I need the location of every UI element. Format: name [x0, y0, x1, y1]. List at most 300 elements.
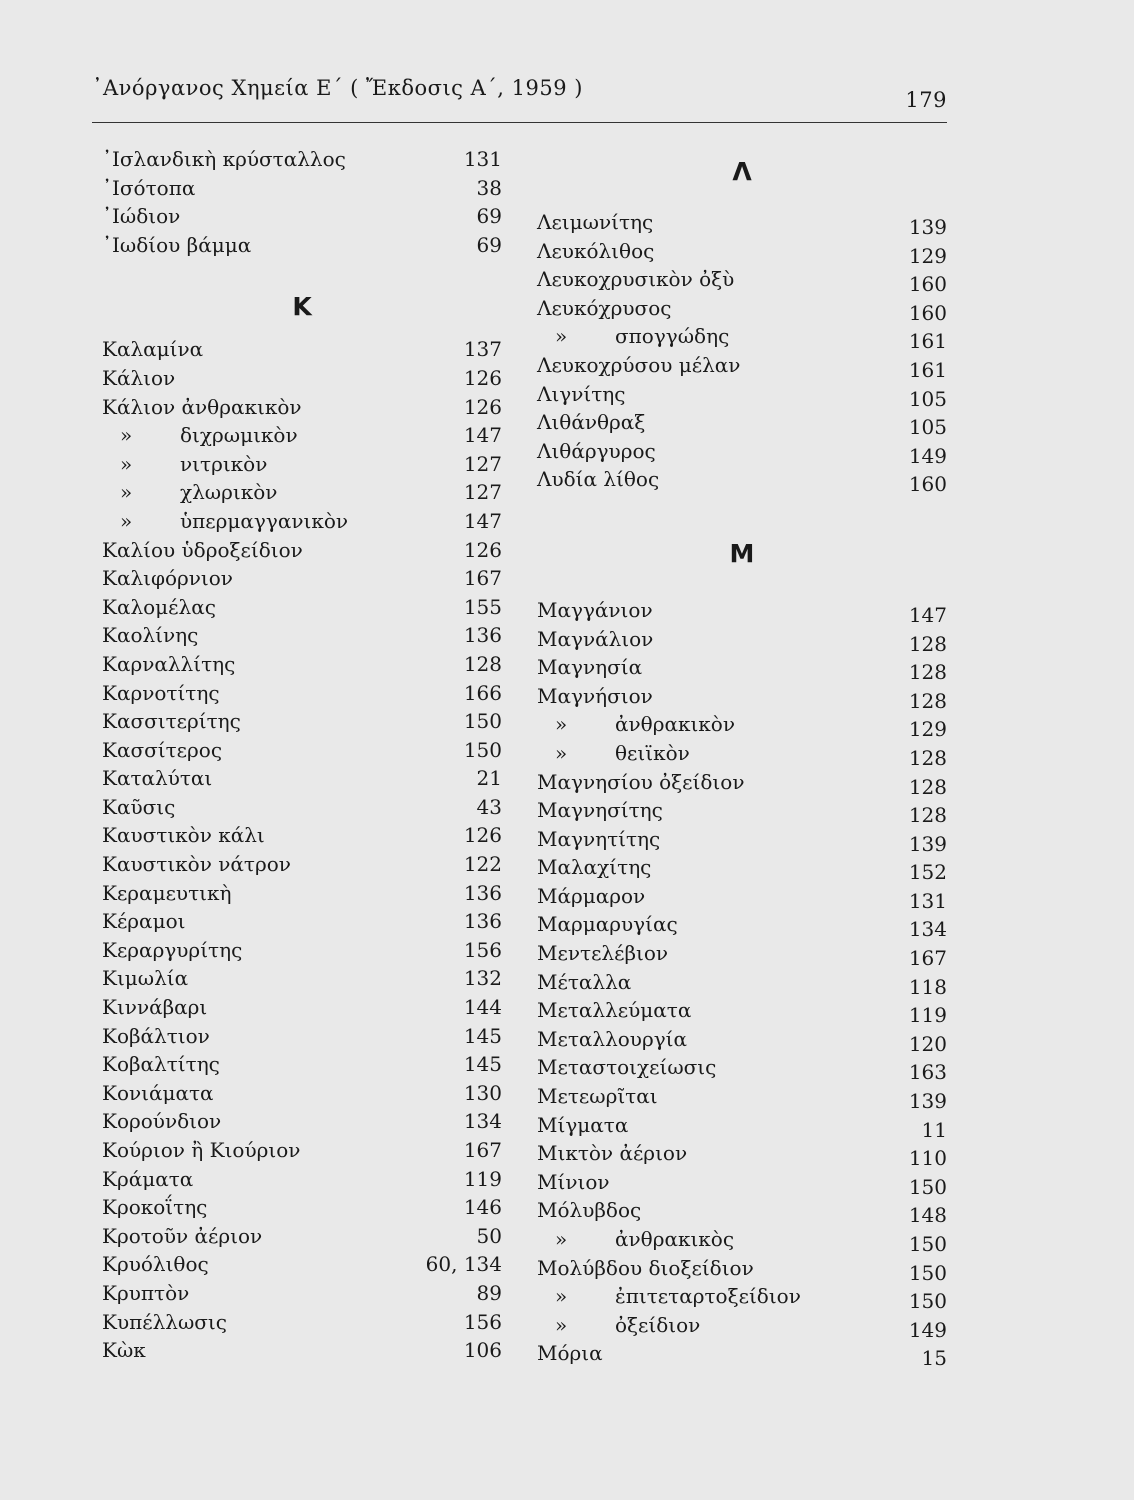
- entry-term-text: Μαγνάλιον: [537, 626, 654, 651]
- index-entry: [537, 1339, 947, 1371]
- entry-page-number: 147: [908, 602, 947, 627]
- entry-term: [555, 1282, 801, 1310]
- entry-page-number: 167: [463, 566, 502, 591]
- entry-term-text: Κροτοῦν ἀέριον: [102, 1223, 263, 1248]
- index-entry: [537, 1053, 947, 1085]
- entry-term-text: Καλίου ὑδροξείδιον: [102, 537, 303, 562]
- entry-term-text: ᾿Ισότοπα: [102, 175, 196, 200]
- entry-page-number: 105: [908, 415, 947, 440]
- entry-term: [102, 621, 198, 649]
- entry-term: [537, 1254, 754, 1282]
- index-entry: [102, 1136, 502, 1165]
- entry-page-number: 69: [476, 204, 502, 229]
- entry-page-number: 127: [463, 480, 502, 505]
- entry-page-number: 21: [476, 766, 502, 791]
- index-entry: [102, 1022, 502, 1051]
- index-entry: [102, 679, 502, 708]
- entry-term-text: Μάρμαρον: [537, 883, 646, 908]
- entry-page-number: 161: [908, 357, 947, 382]
- entry-term-text: Κονιάματα: [102, 1080, 214, 1105]
- entry-term: [555, 322, 729, 350]
- entry-term: [555, 1225, 734, 1253]
- entry-page-number: 156: [463, 1309, 502, 1334]
- entry-page-number: 11: [921, 1117, 947, 1142]
- entry-term-text: Καρναλλίτης: [102, 651, 236, 676]
- entry-term: [537, 1196, 641, 1224]
- entry-page-number: 145: [463, 1052, 502, 1077]
- entry-page-number: 127: [463, 451, 502, 476]
- entry-term: [102, 593, 216, 621]
- index-entry: [537, 322, 947, 354]
- entry-term-text: Λιθάργυρος: [537, 438, 656, 463]
- index-entry: [537, 408, 947, 440]
- index-entry: [102, 1193, 502, 1222]
- entry-page-number: 137: [463, 337, 502, 362]
- entry-term: [102, 1050, 220, 1078]
- entry-term-text: Κάλιον: [102, 365, 176, 390]
- entry-term: [102, 1022, 210, 1050]
- entry-page-number: 126: [463, 394, 502, 419]
- entry-term-text: ἀνθρακικὸς: [615, 1227, 735, 1251]
- entry-term: [102, 850, 291, 878]
- entry-term: [102, 1136, 300, 1164]
- entry-term: [537, 1111, 628, 1139]
- entry-term-text: Κοβάλτιον: [102, 1023, 210, 1048]
- index-entry: [537, 968, 947, 997]
- entry-term-text: ἐπιτεταρτοξείδιον: [615, 1284, 801, 1309]
- entry-page-number: 126: [463, 365, 502, 390]
- entry-term: [537, 465, 659, 493]
- entry-term-text: Μεταλλεύματα: [537, 998, 692, 1023]
- index-entry: [537, 910, 947, 942]
- index-entry: [102, 707, 502, 736]
- index-entry: [537, 1196, 947, 1228]
- entry-term-text: ᾿Ιωδίου βάμμα: [102, 232, 252, 257]
- index-group-m: [537, 596, 947, 1371]
- index-entry: [537, 653, 947, 685]
- entry-term-text: Μέταλλα: [537, 969, 632, 994]
- ditto-mark: »: [120, 508, 133, 533]
- entry-page-number: 105: [908, 386, 947, 411]
- entry-page-number: 139: [908, 831, 947, 856]
- entry-term: [102, 1336, 146, 1364]
- entry-term-text: Κιμωλία: [102, 966, 189, 991]
- entry-page-number: 150: [908, 1260, 947, 1285]
- entry-term-text: Μαγνησίου ὀξείδιον: [537, 769, 745, 794]
- index-entry: [102, 1079, 502, 1108]
- entry-term-text: Λευκόλιθος: [537, 238, 655, 263]
- entry-term-text: Λιγνίτης: [537, 381, 626, 406]
- entry-page-number: 144: [463, 995, 502, 1020]
- entry-page-number: 131: [908, 888, 947, 913]
- entry-page-number: 128: [908, 803, 947, 828]
- index-entry: [102, 202, 502, 231]
- entry-term-text: Μεντελέβιον: [537, 941, 669, 966]
- entry-term-text: Κιννάβαρι: [102, 995, 208, 1020]
- entry-page-number: 155: [463, 594, 502, 619]
- index-entry: [537, 265, 947, 297]
- entry-term: [102, 821, 265, 849]
- index-entry: [102, 335, 502, 364]
- entry-page-number: 43: [476, 794, 502, 819]
- entry-term: [537, 796, 663, 824]
- entry-term: [537, 1082, 658, 1110]
- entry-term-text: Καλιφόρνιον: [102, 566, 233, 591]
- entry-page-number: 60, 134: [425, 1252, 502, 1277]
- index-entry: [102, 764, 502, 793]
- entry-term: [555, 739, 690, 767]
- index-entry: [102, 1050, 502, 1079]
- index-entry: [102, 621, 502, 650]
- header-rule: [92, 122, 947, 123]
- index-entry: [537, 853, 947, 885]
- entry-page-number: 136: [463, 880, 502, 905]
- entry-term-text: Μεταστοιχείωσις: [537, 1055, 717, 1080]
- index-entry: [102, 793, 502, 822]
- entry-term-text: Μαγνήσιον: [537, 683, 653, 708]
- entry-term-text: Λευκοχρύσου μέλαν: [537, 352, 741, 377]
- entry-term-text: σπογγώδης: [615, 324, 730, 349]
- entry-term: [537, 853, 651, 881]
- entry-term: [537, 910, 678, 938]
- entry-page-number: 118: [908, 974, 947, 999]
- index-entry: [102, 964, 502, 993]
- page-number: 179: [905, 88, 947, 112]
- entry-page-number: 150: [908, 1174, 947, 1199]
- index-group-l: [537, 208, 947, 497]
- entry-term: [102, 1222, 262, 1250]
- entry-term-text: Μετεωρῖται: [537, 1084, 658, 1109]
- entry-term-text: ᾿Ισλανδικὴ κρύσταλλος: [102, 147, 346, 171]
- entry-page-number: 167: [463, 1138, 502, 1162]
- index-entry: [537, 1139, 947, 1171]
- entry-page-number: 128: [908, 631, 947, 656]
- entry-term-text: Καταλύται: [102, 766, 213, 791]
- entry-term-text: Καρνοτίτης: [102, 680, 220, 705]
- entry-term-text: Λυδία λίθος: [537, 467, 660, 492]
- entry-term: [120, 478, 277, 506]
- entry-page-number: 129: [908, 243, 947, 268]
- index-entry: [537, 437, 947, 466]
- entry-term-text: Κὼκ: [102, 1338, 146, 1363]
- entry-term: [537, 596, 653, 624]
- entry-page-number: 110: [908, 1146, 947, 1171]
- entry-term: [537, 1053, 716, 1081]
- entry-term: [102, 736, 222, 764]
- index-entry: [102, 478, 502, 507]
- entry-page-number: 119: [463, 1166, 502, 1191]
- entry-term: [102, 793, 175, 821]
- index-entry: [537, 1082, 947, 1114]
- entry-term: [537, 996, 691, 1024]
- entry-term: [537, 882, 645, 910]
- entry-term: [120, 507, 348, 535]
- entry-term: [537, 237, 654, 265]
- index-entry: [102, 450, 502, 479]
- ditto-mark: »: [555, 1284, 568, 1309]
- entry-page-number: 152: [908, 860, 947, 885]
- index-entry: [537, 710, 947, 742]
- index-entry: [102, 1250, 502, 1279]
- entry-page-number: 166: [463, 680, 502, 705]
- index-entry: [102, 174, 502, 203]
- index-entry: [537, 1311, 947, 1340]
- entry-term: [537, 408, 645, 436]
- entry-page-number: 38: [476, 175, 502, 200]
- entry-term-text: Καῦσις: [102, 794, 176, 819]
- index-entry: [102, 507, 502, 536]
- left-column: [102, 145, 502, 1365]
- entry-term: [102, 1279, 189, 1307]
- index-entry: [537, 1111, 947, 1140]
- section-letter-m: Μ: [729, 538, 755, 568]
- entry-term-text: Κεραργυρίτης: [102, 937, 243, 962]
- entry-term: [120, 421, 298, 449]
- entry-term-text: Κροκοΐτης: [102, 1195, 208, 1220]
- index-entry: [537, 465, 947, 497]
- entry-term: [102, 202, 180, 230]
- entry-term-text: Καυστικὸν νάτρον: [102, 852, 291, 877]
- index-entry: [102, 650, 502, 679]
- entry-page-number: 119: [908, 1003, 947, 1028]
- index-entry: [537, 796, 947, 828]
- index-entry: [102, 564, 502, 593]
- entry-page-number: 160: [908, 272, 947, 297]
- entry-term-text: Λιθάνθραξ: [537, 410, 646, 435]
- entry-page-number: 120: [908, 1031, 947, 1056]
- entry-term-text: Καλομέλας: [102, 594, 216, 619]
- entry-page-number: 131: [463, 147, 502, 171]
- index-group-k: [102, 335, 502, 1364]
- entry-page-number: 150: [908, 1232, 947, 1256]
- ditto-mark: »: [555, 740, 568, 765]
- header-title: ᾿Ανόργανος Χημεία Ε΄ ( Ἔκδοσις Α΄, 1959 ): [92, 76, 583, 100]
- entry-term-text: Κυπέλλωσις: [102, 1309, 227, 1334]
- index-entry: [537, 825, 947, 854]
- entry-term: [102, 936, 242, 964]
- entry-term-text: ᾿Ιώδιον: [102, 204, 181, 229]
- index-entry: [537, 208, 947, 237]
- section-letter-l: Λ: [732, 157, 752, 186]
- entry-term: [102, 1308, 227, 1336]
- entry-page-number: 145: [463, 1023, 502, 1048]
- entry-page-number: 134: [463, 1109, 502, 1134]
- entry-page-number: 89: [476, 1280, 502, 1305]
- entry-page-number: 139: [908, 1089, 947, 1114]
- entry-term: [537, 768, 744, 796]
- index-entry: [537, 1225, 947, 1254]
- entry-page-number: 50: [476, 1223, 502, 1248]
- index-entry: [102, 907, 502, 936]
- entry-term: [102, 650, 235, 678]
- entry-term: [537, 939, 668, 967]
- index-entry: [102, 1165, 502, 1194]
- index-entry: [537, 625, 947, 654]
- entry-term-text: Μίγματα: [537, 1112, 629, 1137]
- entry-page-number: 139: [908, 215, 947, 239]
- entry-page-number: 147: [463, 423, 502, 448]
- entry-term-text: ἀνθρακικὸν: [615, 712, 736, 737]
- entry-term: [102, 231, 251, 259]
- entry-term-text: ὀξείδιον: [615, 1312, 701, 1337]
- entry-page-number: 106: [463, 1338, 502, 1363]
- entry-page-number: 160: [908, 300, 947, 325]
- index-entry: [102, 421, 502, 450]
- ditto-mark: »: [555, 712, 568, 737]
- entry-page-number: 69: [476, 232, 502, 257]
- entry-page-number: 134: [908, 917, 947, 942]
- entry-term: [537, 208, 653, 236]
- index-entry: [102, 736, 502, 765]
- entry-page-number: 128: [908, 688, 947, 713]
- entry-page-number: 128: [908, 660, 947, 685]
- right-column: [537, 150, 947, 1371]
- entry-page-number: 160: [908, 472, 947, 497]
- index-entry: [102, 593, 502, 622]
- entry-page-number: 15: [921, 1346, 947, 1371]
- entry-term: [537, 653, 642, 681]
- entry-term-text: θειϊκὸν: [615, 740, 690, 765]
- entry-term-text: Μαγγάνιον: [537, 597, 653, 622]
- entry-term-text: Μολύβδου διοξείδιον: [537, 1255, 754, 1280]
- entry-term-text: Κέραμοι: [102, 909, 186, 934]
- index-entry: [102, 993, 502, 1022]
- entry-term-text: Μεταλλουργία: [537, 1026, 688, 1051]
- index-entry: [537, 596, 947, 625]
- index-entry: [537, 294, 947, 323]
- entry-term: [102, 964, 188, 992]
- entry-term-text: χλωρικὸν: [180, 480, 278, 505]
- entry-term-text: Κούριον ἢ Κιούριον: [102, 1138, 301, 1162]
- entry-page-number: 126: [463, 537, 502, 562]
- ditto-mark: »: [120, 480, 133, 505]
- entry-page-number: 122: [463, 852, 502, 877]
- entry-term-text: Λευκοχρυσικὸν ὀξὺ: [537, 267, 735, 292]
- entry-term: [537, 625, 653, 653]
- ditto-mark: »: [555, 1227, 568, 1251]
- ditto-mark: »: [120, 451, 133, 476]
- index-entry: [537, 1282, 947, 1314]
- entry-term: [102, 907, 185, 935]
- entry-term-text: Μόρια: [537, 1341, 603, 1366]
- entry-term: [102, 1079, 214, 1107]
- entry-term-text: Μαγνησία: [537, 655, 643, 680]
- entry-term-text: Καολίνης: [102, 623, 199, 648]
- entry-term: [537, 1139, 687, 1167]
- entry-term: [537, 380, 626, 408]
- index-entry: [102, 393, 502, 422]
- entry-page-number: 132: [463, 966, 502, 991]
- entry-term: [102, 536, 303, 564]
- entry-term-text: Κάλιον ἀνθρακικὸν: [102, 394, 302, 419]
- entry-page-number: 156: [463, 937, 502, 962]
- entry-page-number: 163: [908, 1060, 947, 1085]
- entry-term: [102, 707, 241, 735]
- entry-term: [537, 437, 656, 465]
- entry-term-text: Μίνιον: [537, 1169, 610, 1194]
- entry-term-text: Καυστικὸν κάλι: [102, 823, 265, 848]
- entry-page-number: 161: [908, 329, 947, 354]
- index-entry: [102, 1336, 502, 1365]
- entry-page-number: 128: [908, 774, 947, 799]
- entry-term-text: ὑπερμαγγανικὸν: [180, 508, 349, 533]
- index-entry: [537, 237, 947, 266]
- index-entry: [537, 882, 947, 911]
- index-entry: [537, 1254, 947, 1283]
- entry-term-text: Λευκόχρυσος: [537, 295, 672, 320]
- entry-term: [120, 450, 267, 478]
- entry-page-number: 128: [463, 651, 502, 676]
- entry-term: [555, 710, 735, 738]
- index-entry: [102, 536, 502, 565]
- index-entry: [537, 682, 947, 711]
- index-entry: [102, 145, 502, 174]
- entry-term: [102, 364, 175, 392]
- ditto-mark: »: [120, 423, 133, 448]
- section-letter-k: Κ: [292, 292, 312, 322]
- entry-term: [537, 1025, 687, 1053]
- entry-term: [102, 145, 346, 173]
- index-entry: [102, 231, 502, 260]
- entry-term: [537, 682, 653, 710]
- entry-term-text: Κασσιτερίτης: [102, 709, 241, 734]
- entry-page-number: 149: [908, 1317, 947, 1342]
- entry-page-number: 128: [908, 745, 947, 770]
- entry-term: [537, 294, 671, 322]
- entry-term-text: Κρυόλιθος: [102, 1252, 209, 1277]
- entry-term-text: Κασσίτερος: [102, 737, 223, 762]
- entry-term: [102, 1165, 193, 1193]
- entry-term-text: Μαγνησίτης: [537, 798, 663, 823]
- entry-term: [537, 968, 631, 996]
- entry-term-text: Λειμωνίτης: [537, 210, 654, 234]
- entry-term: [102, 1107, 221, 1135]
- index-entry: [102, 1222, 502, 1251]
- index-entry: [102, 1308, 502, 1337]
- entry-term: [102, 879, 231, 907]
- index-entry: [537, 1168, 947, 1197]
- index-entry: [102, 1107, 502, 1136]
- entry-page-number: 126: [463, 823, 502, 848]
- entry-term: [102, 393, 302, 421]
- entry-term: [102, 764, 212, 792]
- index-entry: [537, 351, 947, 380]
- entry-term-text: Κρυπτὸν: [102, 1280, 190, 1305]
- entry-term-text: Κεραμευτικὴ: [102, 880, 232, 905]
- index-entry: [537, 1025, 947, 1054]
- entry-term-text: Μόλυβδος: [537, 1198, 642, 1223]
- ditto-mark: »: [555, 1312, 568, 1337]
- index-group-i: [102, 145, 502, 259]
- entry-term-text: Μικτὸν ἀέριον: [537, 1141, 688, 1166]
- entry-term: [537, 825, 660, 853]
- entry-term: [537, 1168, 610, 1196]
- entry-page-number: 150: [908, 1289, 947, 1314]
- entry-term: [102, 174, 195, 202]
- ditto-mark: »: [555, 324, 568, 349]
- entry-term: [102, 1250, 209, 1278]
- entry-term-text: Κοβαλτίτης: [102, 1052, 220, 1077]
- entry-term-text: Μαλαχίτης: [537, 855, 652, 880]
- entry-term-text: Κράματα: [102, 1166, 194, 1191]
- entry-page-number: 150: [463, 709, 502, 734]
- entry-term-text: Καλαμίνα: [102, 337, 204, 362]
- entry-term-text: διχρωμικὸν: [180, 423, 298, 448]
- entry-term: [537, 265, 734, 293]
- entry-term: [102, 993, 207, 1021]
- entry-term: [537, 1339, 603, 1367]
- entry-page-number: 129: [908, 717, 947, 742]
